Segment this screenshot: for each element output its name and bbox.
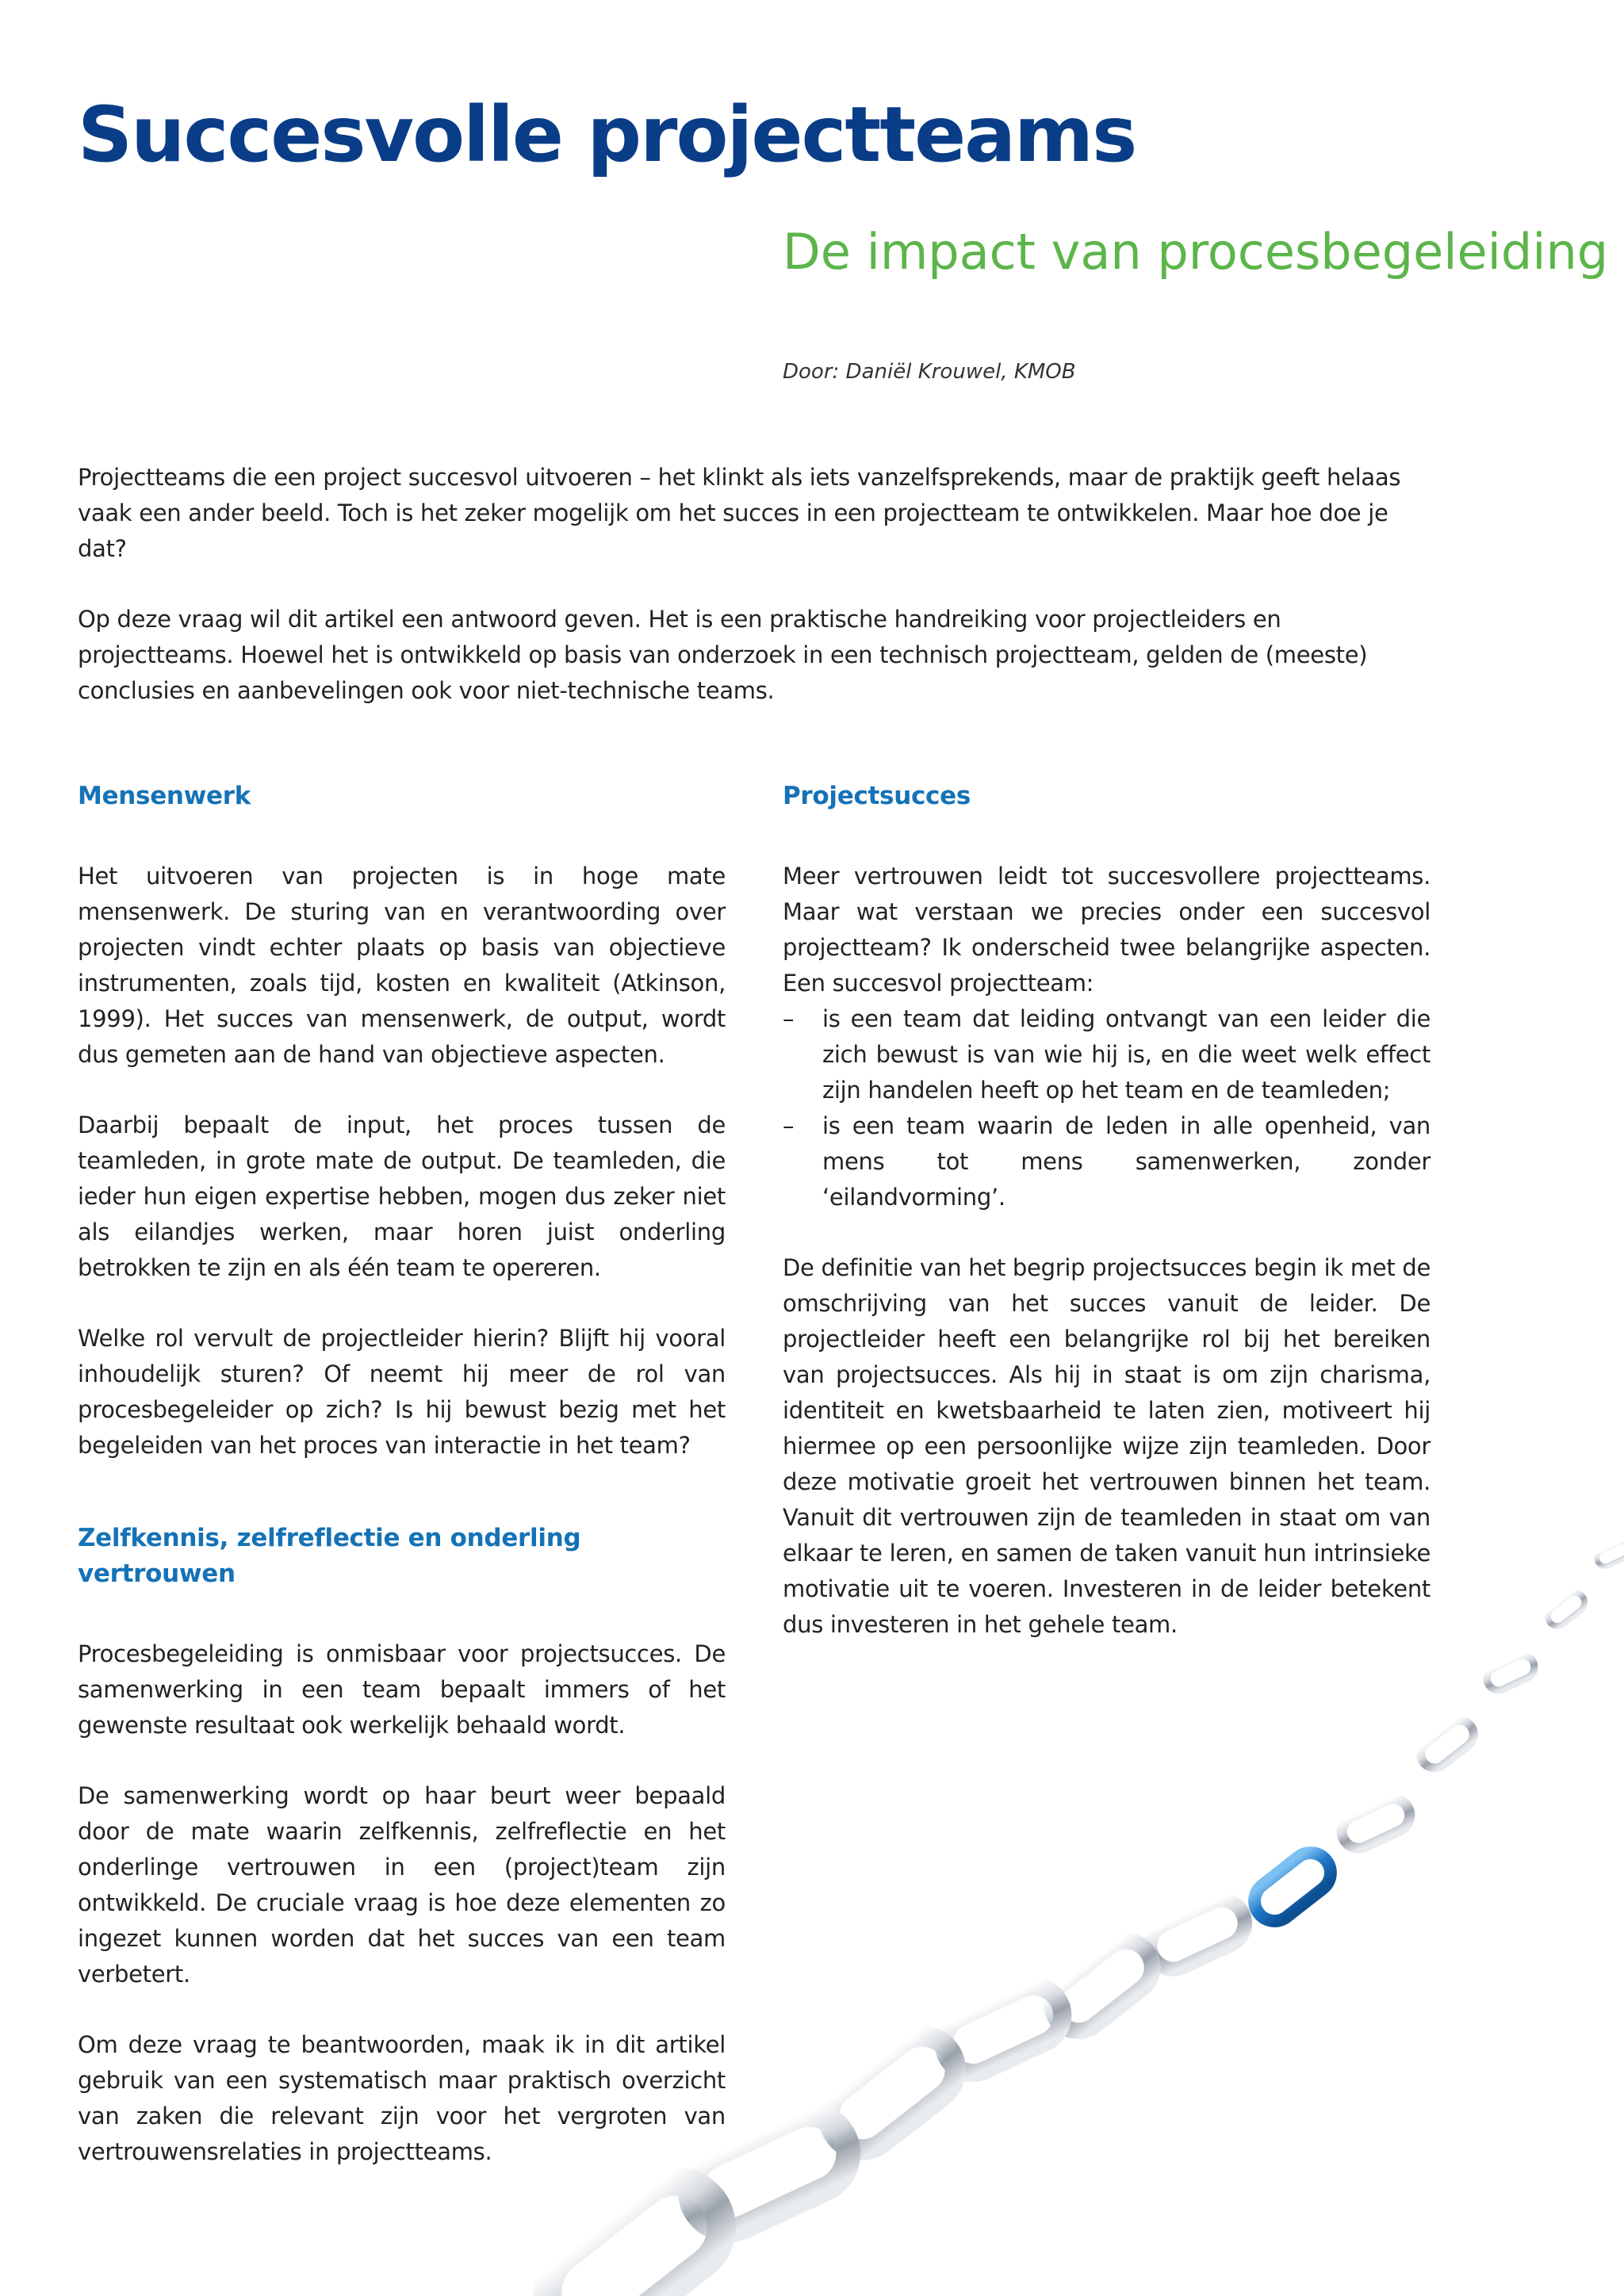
list-item xyxy=(783,1108,1431,1215)
body-paragraph: Procesbegeleiding is onmisbaar voor projectsucces. De samenwerking in een team bepaalt immers of het gewenste resultaat ook werkelijk behaald wordt. xyxy=(78,1640,726,1739)
section-heading-mensenwerk: Mensenwerk xyxy=(78,782,251,810)
body-paragraph: Welke rol vervult de projectleider hierin? Blijft hij vooral inhoudelijk sturen? Of neemt hij meer de rol van procesbegeleider op zich? Is hij bewust bezig met het begeleiden van het proces van interactie in het team? xyxy=(78,1325,726,1459)
article-subtitle: De impact van procesbegeleiding xyxy=(783,223,1609,281)
chain-link xyxy=(1483,1651,1538,1693)
chain-link xyxy=(934,1976,1072,2082)
body-paragraph: Meer vertrouwen leidt tot succesvollere projectteams. Maar wat verstaan we precies onder een succesvol projectteam? Ik onderscheid twee belangrijke aspecten. Een succesvol projectteam: xyxy=(783,863,1431,997)
section-heading-projectsucces: Projectsucces xyxy=(783,782,971,810)
body-paragraph: De definitie van het begrip projectsucces begin ik met de omschrijving van het succes vanuit de leider. De projectleider heeft een belangrijke rol bij het bereiken van projectsucces. Als hij in staat is om zijn charisma, identiteit en kwetsbaarheid te laten zien, motiveert hij hiermee op een persoonlijke wijze zijn teamleden. Door deze motivatie groeit het vertrouwen binnen het team. Vanuit dit vertrouwen zijn de teamleden in staat om van elkaar te leren, en samen de taken vanuit hun intrinsieke motivatie uit te voeren. Investeren in de leider betekent dus investeren in het gehele team. xyxy=(783,1254,1431,1638)
article-title: Succesvolle projectteams xyxy=(78,90,1136,179)
body-paragraph: Daarbij bepaalt de input, het proces tussen de teamleden, in grote mate de output. De teamleden, die ieder hun eigen expertise hebben, mogen dus zeker niet als eilandjes werken, maar horen juist onderling betrokken te zijn en als één team te opereren. xyxy=(78,1112,726,1281)
right-column xyxy=(783,779,1431,1678)
chain-link xyxy=(1041,1931,1162,2042)
intro-paragraph: Op deze vraag wil dit artikel een antwoord geven. Het is een praktische handreiking voor projectleiders en projectteams. Hoewel het is ontwikkeld op basis van onderzoek in een technisch projectteam, gelden de (meeste) conclusies en aanbevelingen ook voor niet-technische teams. xyxy=(78,606,1368,704)
intro xyxy=(78,460,1435,744)
bullet-list xyxy=(783,1001,1431,1215)
dash-bullet: – xyxy=(783,1005,795,1032)
dash-bullet: – xyxy=(783,1112,795,1139)
body-paragraph: De samenwerking wordt op haar beurt weer bepaald door de mate waarin zelfkennis, zelfreflectie en het onderlinge vertrouwen in een (project)team zijn ontwikkeld. De cruciale vraag is hoe deze elementen zo ingezet kunnen worden dat het succes van een team verbetert. xyxy=(78,1782,726,1988)
chain-link xyxy=(1594,1539,1624,1569)
list-item-text: is een team waarin de leden in alle openheid, van mens tot mens samenwerken, zonder ‘eilandvorming’. xyxy=(822,1112,1431,1211)
chain-link xyxy=(1336,1793,1415,1854)
left-column xyxy=(78,779,726,2205)
body-paragraph: Om deze vraag te beantwoorden, maak ik in dit artikel gebruik van een systematisch maar praktisch overzicht van zaken die relevant zijn voor het vergroten van vertrouwensrelaties in projectteams. xyxy=(78,2031,726,2165)
section-heading-zelfkennis: Zelfkennis, zelfreflectie en onderling vertrouwen xyxy=(78,1524,581,1588)
chain-link xyxy=(1415,1715,1480,1774)
chain-link-blue xyxy=(1247,1845,1339,1929)
chain-link xyxy=(815,2022,969,2163)
author-byline: Door: Daniël Krouwel, KMOB xyxy=(783,360,1076,384)
list-item-text: is een team dat leiding ontvangt van een leider die zich bewust is van wie hij is, en die weet welk effect zijn handelen heeft op het team en de teamleden; xyxy=(822,1005,1431,1104)
chain-link xyxy=(1142,1892,1252,1977)
chain-link xyxy=(1544,1589,1588,1630)
list-item xyxy=(783,1001,1431,1108)
body-paragraph: Het uitvoeren van projecten is in hoge mate mensenwerk. De sturing van en verantwoording over projecten vindt echter plaats op basis van objectieve instrumenten, zoals tijd, kosten en kwaliteit (Atkinson, 1999). Het succes van mensenwerk, de output, wordt dus gemeten aan de hand van objectieve aspecten. xyxy=(78,863,726,1068)
intro-paragraph: Projectteams die een project succesvol uitvoeren – het klinkt als iets vanzelfsprekends, maar de praktijk geeft helaas vaak een ander beeld. Toch is het zeker mogelijk om het succes in een projectteam te ontwikkelen. Maar hoe doe je dat? xyxy=(78,464,1401,562)
